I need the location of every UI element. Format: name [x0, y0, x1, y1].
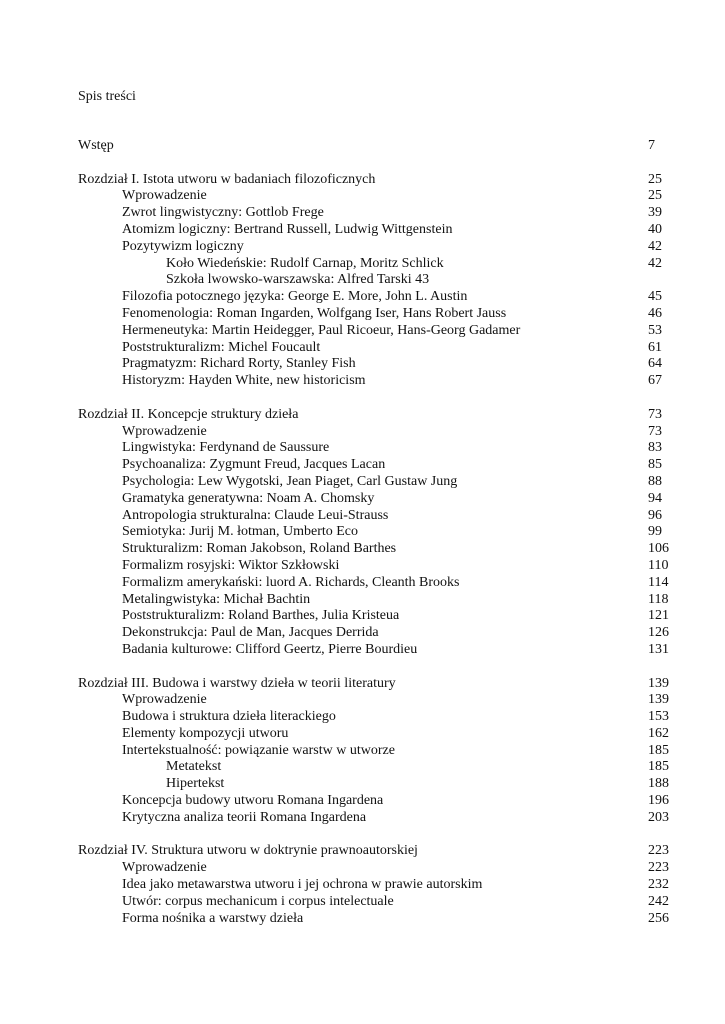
- toc-page-number: 61: [648, 339, 662, 355]
- toc-entry-row: [78, 575, 672, 592]
- toc-entry-title: Idea jako metawarstwa utworu i jej ochrona w prawie autorskim: [122, 877, 483, 893]
- toc-entry-title: Psychologia: Lew Wygotski, Jean Piaget, Carl Gustaw Jung: [122, 473, 458, 489]
- toc-page-number: 73: [648, 423, 662, 439]
- toc-entry-row: [78, 558, 672, 575]
- toc-page-number: 242: [648, 893, 669, 909]
- toc-entry-title: Wprowadzenie: [122, 423, 207, 439]
- toc-entry-row: [78, 541, 672, 558]
- toc-entry-row: [78, 810, 672, 827]
- toc-entry-title: Wprowadzenie: [122, 692, 207, 708]
- toc-page-number: 256: [648, 910, 669, 926]
- toc-entry-title: Koncepcja budowy utworu Romana Ingardena: [122, 793, 384, 809]
- toc-entry-title: Metatekst: [166, 759, 222, 775]
- toc-page-number: 67: [648, 373, 662, 389]
- toc-page-number: 42: [648, 255, 662, 271]
- toc-page-number: 223: [648, 860, 669, 876]
- toc-entry-row: [78, 894, 672, 911]
- toc-entry-title: Szkoła lwowsko-warszawska: Alfred Tarski 43: [166, 272, 430, 288]
- toc-entry-title: Historyzm: Hayden White, new historicism: [122, 373, 366, 389]
- toc-entry-title: Badania kulturowe: Clifford Geertz, Pierre Bourdieu: [122, 641, 418, 657]
- toc-page-number: 83: [648, 440, 662, 456]
- toc-entry-title: Rozdział III. Budowa i warstwy dzieła w teorii literatury: [78, 675, 396, 691]
- toc-entry-row: [78, 877, 672, 894]
- toc-page-number: 99: [648, 524, 662, 540]
- section-gap: [78, 659, 672, 676]
- toc-page-number: 46: [648, 305, 662, 321]
- toc-page-number: 162: [648, 725, 669, 741]
- toc-entry-row: [78, 323, 672, 340]
- toc-page-number: 185: [648, 742, 669, 758]
- toc-page-number: 64: [648, 356, 662, 372]
- toc-entry-row: [78, 289, 672, 306]
- toc-entry-title: Gramatyka generatywna: Noam A. Chomsky: [122, 490, 375, 506]
- toc-entry-row: [78, 188, 672, 205]
- toc-title: Spis treści: [78, 89, 136, 104]
- toc-entry-row: [78, 776, 672, 793]
- section-gap: [78, 390, 672, 407]
- toc-page-number: 106: [648, 541, 669, 557]
- toc-entry-title: Intertekstualność: powiązanie warstw w utworze: [122, 742, 395, 758]
- toc-entry-title: Metalingwistyka: Michał Bachtin: [122, 591, 311, 607]
- toc-entry-row: [78, 692, 672, 709]
- toc-page-number: 73: [648, 406, 662, 422]
- toc-entry-row: [78, 793, 672, 810]
- toc-entry-title: Utwór: corpus mechanicum i corpus intelectuale: [122, 893, 394, 909]
- toc-entry-row: [78, 222, 672, 239]
- toc-entry-row: [78, 239, 672, 256]
- table-of-contents: [78, 138, 672, 927]
- toc-entry-row: [78, 743, 672, 760]
- toc-chapter-row: [78, 407, 672, 424]
- toc-entry-row: [78, 306, 672, 323]
- toc-entry-title: Psychoanaliza: Zygmunt Freud, Jacques Lacan: [122, 457, 386, 473]
- toc-page-number: 196: [648, 793, 669, 809]
- toc-page-number: 139: [648, 675, 669, 691]
- toc-page-number: 42: [648, 238, 662, 254]
- toc-page-number: 203: [648, 809, 669, 825]
- section-gap: [78, 155, 672, 172]
- toc-entry-row: [78, 608, 672, 625]
- toc-entry-title: Koło Wiedeńskie: Rudolf Carnap, Moritz Schlick: [166, 255, 444, 271]
- toc-entry-row: [78, 759, 672, 776]
- toc-chapter-row: [78, 172, 672, 189]
- toc-entry-title: Zwrot lingwistyczny: Gottlob Frege: [122, 205, 324, 221]
- toc-entry-title: Rozdział IV. Struktura utworu w doktrynie prawnoautorskiej: [78, 843, 418, 859]
- toc-chapter-row: [78, 676, 672, 693]
- toc-entry-title: Strukturalizm: Roman Jakobson, Roland Barthes: [122, 541, 397, 557]
- toc-page-number: 96: [648, 507, 662, 523]
- toc-entry-row: [78, 625, 672, 642]
- toc-entry-row: [78, 256, 672, 273]
- toc-entry-row: [78, 373, 672, 390]
- toc-page-number: 40: [648, 221, 662, 237]
- toc-entry-title: Poststrukturalizm: Michel Foucault: [122, 339, 321, 355]
- toc-entry-row: [78, 491, 672, 508]
- toc-page-number: 85: [648, 457, 662, 473]
- toc-entry-row: [78, 272, 672, 289]
- toc-page-number: 114: [648, 574, 669, 590]
- toc-entry-title: Semiotyka: Jurij M. łotman, Umberto Eco: [122, 524, 359, 540]
- toc-entry-title: Wstęp: [78, 138, 114, 153]
- toc-entry-title: Wprowadzenie: [122, 188, 207, 204]
- toc-entry-title: Pragmatyzm: Richard Rorty, Stanley Fish: [122, 356, 356, 372]
- toc-entry-title: Forma nośnika a warstwy dzieła: [122, 910, 304, 926]
- toc-entry-row: [78, 457, 672, 474]
- section-gap: [78, 827, 672, 844]
- toc-page-number: 153: [648, 709, 669, 725]
- toc-page-number: 126: [648, 625, 669, 641]
- toc-page-number: 110: [648, 557, 669, 573]
- toc-entry-title: Dekonstrukcja: Paul de Man, Jacques Derrida: [122, 625, 379, 641]
- toc-page-number: 185: [648, 759, 669, 775]
- toc-entry-row: [78, 860, 672, 877]
- toc-page-number: 121: [648, 608, 669, 624]
- toc-entry-title: Atomizm logiczny: Bertrand Russell, Ludwig Wittgenstein: [122, 221, 453, 237]
- toc-entry-title: Elementy kompozycji utworu: [122, 725, 289, 741]
- toc-entry-title: Formalizm amerykański: luord A. Richards, Cleanth Brooks: [122, 574, 460, 590]
- toc-entry-title: Filozofia potocznego języka: George E. More, John L. Austin: [122, 289, 468, 305]
- toc-page-number: 88: [648, 473, 662, 489]
- toc-entry-title: Formalizm rosyjski: Wiktor Szkłowski: [122, 557, 340, 573]
- toc-page-number: 139: [648, 692, 669, 708]
- toc-entry-title: Fenomenologia: Roman Ingarden, Wolfgang Iser, Hans Robert Jauss: [122, 305, 507, 321]
- toc-page-number: 94: [648, 490, 662, 506]
- toc-page-number: 188: [648, 776, 669, 792]
- toc-entry-title: Hipertekst: [166, 776, 225, 792]
- toc-page-number: 118: [648, 591, 669, 607]
- toc-page-number: 45: [648, 289, 662, 305]
- toc-page-number: 25: [648, 171, 662, 187]
- toc-chapter-row: [78, 843, 672, 860]
- toc-page-number: 223: [648, 843, 669, 859]
- toc-page-number: 7: [648, 138, 655, 153]
- toc-page-number: 25: [648, 188, 662, 204]
- toc-page-number: 131: [648, 641, 669, 657]
- toc-entry-row: [78, 642, 672, 659]
- toc-entry-row: [78, 911, 672, 928]
- toc-entry-title: Pozytywizm logiczny: [122, 238, 244, 254]
- toc-entry-title: Krytyczna analiza teorii Romana Ingardena: [122, 809, 367, 825]
- toc-entry-row: [78, 440, 672, 457]
- toc-entry-title: Hermeneutyka: Martin Heidegger, Paul Ricoeur, Hans-Georg Gadamer: [122, 322, 521, 338]
- toc-entry-row: [78, 424, 672, 441]
- toc-entry-title: Poststrukturalizm: Roland Barthes, Julia Kristeua: [122, 608, 400, 624]
- toc-entry-row: [78, 524, 672, 541]
- toc-entry-row: [78, 474, 672, 491]
- toc-entry-row: [78, 726, 672, 743]
- toc-page-number: 53: [648, 322, 662, 338]
- toc-chapter-row: [78, 138, 672, 155]
- toc-entry-title: Antropologia strukturalna: Claude Leui-Strauss: [122, 507, 389, 523]
- toc-page-number: 232: [648, 877, 669, 893]
- toc-entry-title: Wprowadzenie: [122, 860, 207, 876]
- toc-entry-row: [78, 356, 672, 373]
- toc-entry-row: [78, 508, 672, 525]
- toc-entry-row: [78, 592, 672, 609]
- toc-entry-title: Rozdział II. Koncepcje struktury dzieła: [78, 406, 299, 422]
- toc-entry-title: Budowa i struktura dzieła literackiego: [122, 709, 336, 725]
- toc-entry-title: Rozdział I. Istota utworu w badaniach filozoficznych: [78, 171, 376, 187]
- toc-entry-title: Lingwistyka: Ferdynand de Saussure: [122, 440, 330, 456]
- toc-entry-row: [78, 709, 672, 726]
- toc-entry-row: [78, 340, 672, 357]
- toc-page-number: 39: [648, 205, 662, 221]
- toc-entry-row: [78, 205, 672, 222]
